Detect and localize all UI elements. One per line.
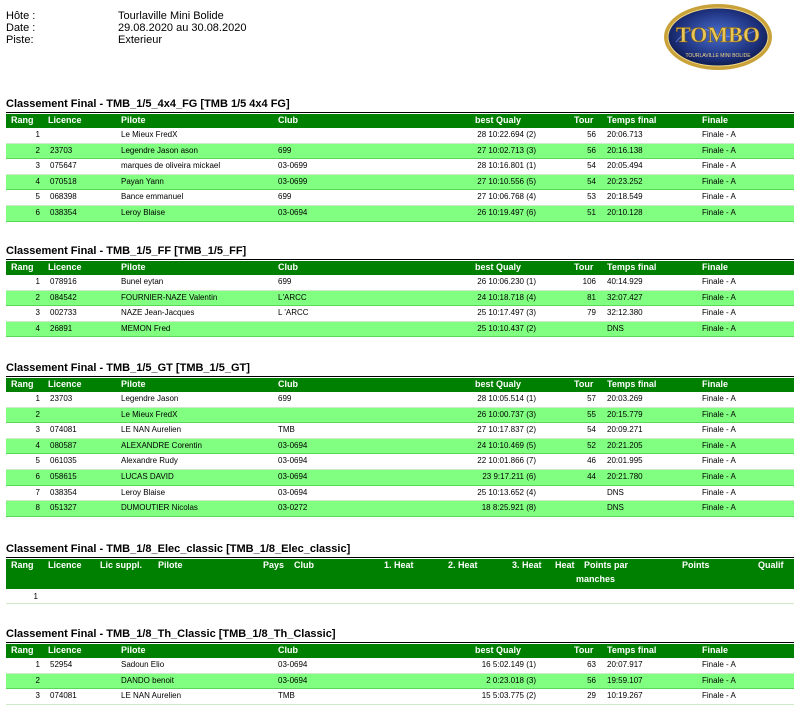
cell-licence: 23703 (50, 145, 73, 155)
section-title: Classement Final - TMB_1/5_4x4_FG [TMB 1/5 4x4 FG] (6, 98, 290, 110)
cell-qualy: 2 0:23.018 (3) (486, 675, 536, 685)
cell-tour: 46 (587, 456, 596, 466)
cell-rang: 5 (35, 456, 40, 466)
cell-finale: Finale - A (702, 487, 736, 497)
col-pilote: Pilote (121, 115, 146, 125)
cell-finale: Finale - A (702, 456, 736, 466)
col-pilote: Pilote (158, 560, 183, 570)
section-divider (6, 259, 794, 260)
cell-finale: Finale - A (702, 292, 736, 302)
col-rang: Rang (11, 645, 34, 655)
section-title: Classement Final - TMB_1/8_Th_Classic [TMB_1/8_Th_Classic] (6, 628, 336, 640)
cell-finale: Finale - A (702, 161, 736, 171)
cell-tour: 54 (587, 425, 596, 435)
table-row (6, 206, 794, 222)
col-club: Club (294, 560, 314, 570)
cell-qualy: 24 10:18.718 (4) (477, 292, 536, 302)
cell-qualy: 28 10:05.514 (1) (477, 394, 536, 403)
cell-club: 03-0694 (278, 487, 308, 497)
col-licence: Licence (48, 262, 82, 272)
cell-temps: DNS (607, 503, 624, 513)
cell-club: 03-0694 (278, 660, 308, 669)
cell-finale: Finale - A (702, 145, 736, 155)
cell-tour: 56 (587, 675, 596, 685)
table-row (6, 408, 794, 424)
cell-club: L 'ARCC (278, 308, 309, 318)
cell-pilote: ALEXANDRE Corentin (121, 440, 202, 450)
cell-qualy: 26 10:06.230 (1) (477, 277, 536, 286)
meta-values (118, 10, 246, 46)
cell-tour: 56 (587, 145, 596, 155)
cell-tour: 63 (587, 660, 596, 669)
cell-temps: 40:14.929 (607, 277, 643, 286)
svg-text:TOMBO: TOMBO (676, 22, 760, 47)
cell-finale: Finale - A (702, 503, 736, 513)
cell-pilote: Legendre Jason ason (121, 145, 198, 155)
cell-pilote: Bunel eytan (121, 277, 164, 286)
cell-temps: 19:59.107 (607, 675, 643, 685)
col-finale: Finale (702, 262, 729, 272)
cell-finale: Finale - A (702, 691, 736, 701)
cell-temps: 32:07.427 (607, 292, 643, 302)
cell-club: 03-0699 (278, 176, 308, 186)
cell-qualy: 18 8:25.921 (8) (481, 503, 536, 513)
svg-text:TOURLAVILLE MINI BOLIDE: TOURLAVILLE MINI BOLIDE (685, 53, 751, 59)
col-heat-1: 1. Heat (384, 560, 414, 570)
date-value: 29.08.2020 au 30.08.2020 (118, 22, 247, 34)
table-body (6, 275, 794, 337)
cell-qualy: 25 10:10.437 (2) (477, 323, 536, 333)
cell-pilote: Payan Yann (121, 176, 164, 186)
cell-rang: 4 (35, 176, 40, 186)
cell-finale: Finale - A (702, 207, 736, 217)
cell-tour: 54 (587, 161, 596, 171)
cell-rang: 8 (35, 503, 40, 513)
cell-pilote: Sadoun Elio (121, 660, 165, 669)
cell-tour: 56 (587, 130, 596, 139)
cell-rang: 1 (35, 394, 40, 403)
table-row (6, 689, 794, 705)
cell-rang: 4 (35, 440, 40, 450)
cell-qualy: 16 5:02.149 (1) (481, 660, 536, 669)
col-licence: Licence (48, 560, 82, 570)
cell-licence: 075647 (50, 161, 77, 171)
table-row (6, 144, 794, 160)
cell-licence: 038354 (50, 487, 77, 497)
cell-finale: Finale - A (702, 471, 736, 481)
cell-pilote: Alexandre Rudy (121, 456, 178, 466)
cell-finale: Finale - A (702, 675, 736, 685)
cell-club: 03-0694 (278, 456, 308, 466)
cell-pilote: Le Mieux FredX (121, 130, 178, 139)
col-club: Club (278, 115, 298, 125)
cell-temps: DNS (607, 487, 624, 497)
table-row (6, 486, 794, 502)
cell-finale: Finale - A (702, 425, 736, 435)
table-row (6, 322, 794, 338)
cell-club: 699 (278, 277, 292, 286)
track-label: Piste: (6, 34, 34, 46)
cell-tour: 52 (587, 440, 596, 450)
cell-finale: Finale - A (702, 394, 736, 403)
cell-temps: 20:03.269 (607, 394, 643, 403)
cell-temps: 20:05.494 (607, 161, 643, 171)
cell-temps: 10:19.267 (607, 691, 643, 701)
table-body (6, 392, 794, 517)
col-finale: Finale (702, 645, 729, 655)
col-heat-3: 3. Heat (512, 560, 542, 570)
table-body (6, 128, 794, 222)
table-header (6, 378, 794, 392)
cell-pilote: DUMOUTIER Nicolas (121, 503, 198, 513)
cell-licence: 051327 (50, 503, 77, 513)
cell-tour: 81 (587, 292, 596, 302)
cell-tour: 106 (582, 277, 596, 286)
col-temps: Temps final (607, 262, 657, 272)
host-label: Hôte : (6, 10, 36, 22)
table-row (6, 658, 794, 674)
col-finale: Finale (702, 379, 729, 389)
cell-rang: 2 (35, 409, 40, 419)
cell-qualy: 26 10:19.497 (6) (477, 207, 536, 217)
table-row (6, 674, 794, 690)
table-row (6, 392, 794, 408)
col-licence: Licence (48, 379, 82, 389)
cell-tour: 57 (587, 394, 596, 403)
section-divider (6, 557, 794, 558)
cell-club: 03-0694 (278, 440, 308, 450)
cell-finale: Finale - A (702, 192, 736, 202)
table-row (6, 501, 794, 517)
cell-licence: 038354 (50, 207, 77, 217)
cell-rang: 5 (35, 192, 40, 202)
col-points: Points (682, 560, 710, 570)
cell-club: 699 (278, 394, 292, 403)
section-title: Classement Final - TMB_1/5_GT [TMB_1/5_GT] (6, 362, 250, 374)
cell-rang: 3 (35, 161, 40, 171)
cell-tour: 29 (587, 691, 596, 701)
cell-qualy: 27 10:02.713 (3) (477, 145, 536, 155)
col-points-par: Points par (584, 560, 629, 570)
section-divider (6, 642, 794, 643)
cell-tour: 53 (587, 192, 596, 202)
cell-tour: 79 (587, 308, 596, 318)
cell-licence: 002733 (50, 308, 77, 318)
section-title: Classement Final - TMB_1/8_Elec_classic [TMB_1/8_Elec_classic] (6, 543, 351, 555)
col-tour: Tour (574, 645, 594, 655)
col-club: Club (278, 262, 298, 272)
cell-qualy: 22 10:01.866 (7) (477, 456, 536, 466)
cell-rang: 2 (35, 675, 40, 685)
table-row (6, 306, 794, 322)
col-tour: Tour (574, 262, 594, 272)
col-manches: manches (576, 574, 616, 584)
cell-licence: 26891 (50, 323, 73, 333)
cell-club: 03-0694 (278, 207, 308, 217)
cell-temps: 32:12.380 (607, 308, 643, 318)
cell-finale: Finale - A (702, 308, 736, 318)
col-qualy: best Qualy (475, 379, 522, 389)
cell-qualy: 23 9:17.211 (6) (482, 471, 536, 481)
cell-club: 699 (278, 145, 292, 155)
cell-rang: 6 (35, 471, 40, 481)
cell-licence: 23703 (50, 394, 73, 403)
cell-licence: 070518 (50, 176, 77, 186)
col-qualy: best Qualy (475, 115, 522, 125)
cell-temps: 20:23.252 (607, 176, 643, 186)
cell-tour: 44 (587, 471, 596, 481)
col-qualy: best Qualy (475, 645, 522, 655)
table-row (6, 275, 794, 291)
cell-pilote: marques de oliveira mickael (121, 161, 221, 171)
cell-club: 03-0272 (278, 503, 308, 513)
col-temps: Temps final (607, 379, 657, 389)
cell-rang: 4 (35, 323, 40, 333)
table-row (6, 454, 794, 470)
cell-club: TMB (278, 425, 295, 435)
cell-licence: 058615 (50, 471, 77, 481)
table-header (6, 644, 794, 658)
cell-licence: 074081 (50, 425, 77, 435)
date-label: Date : (6, 22, 36, 34)
cell-club: TMB (278, 691, 295, 701)
col-tour: Tour (574, 379, 594, 389)
col-tour: Tour (574, 115, 594, 125)
table-row (6, 128, 794, 144)
cell-rang: 7 (35, 487, 40, 497)
cell-qualy: 15 5:03.775 (2) (481, 691, 536, 701)
cell-pilote: Bance emmanuel (121, 192, 184, 202)
table-body (6, 658, 794, 705)
cell-club: 03-0699 (278, 161, 308, 171)
cell-tour: 51 (587, 207, 596, 217)
cell-club: L'ARCC (278, 292, 307, 302)
cell-pilote: LUCAS DAVID (121, 471, 174, 481)
cell-pilote: LE NAN Aurelien (121, 425, 182, 435)
table-row (6, 470, 794, 486)
col-licence: Licence (48, 645, 82, 655)
cell-pilote: Le Mieux FredX (121, 409, 178, 419)
cell-finale: Finale - A (702, 409, 736, 419)
cell-rang: 2 (35, 145, 40, 155)
cell-club: 699 (278, 192, 292, 202)
table-row (6, 439, 794, 455)
meta-labels (6, 10, 35, 46)
table-row (6, 291, 794, 307)
cell-rang: 3 (35, 425, 40, 435)
cell-rang: 3 (35, 308, 40, 318)
section-title: Classement Final - TMB_1/5_FF [TMB_1/5_FF] (6, 245, 247, 257)
track-value: Exterieur (118, 34, 163, 46)
cell-qualy: 26 10:00.737 (3) (477, 409, 536, 419)
cell-pilote: DANDO benoit (121, 675, 174, 685)
col-rang: Rang (11, 115, 34, 125)
section-divider (6, 376, 794, 377)
cell-qualy: 27 10:17.837 (2) (477, 425, 536, 435)
table-row (6, 590, 794, 604)
cell-qualy: 27 10:06.768 (4) (477, 192, 536, 202)
section-divider (6, 112, 794, 113)
cell-temps: 20:07.917 (607, 660, 643, 669)
col-heat-2: 2. Heat (448, 560, 478, 570)
cell-temps: 20:16.138 (607, 145, 643, 155)
col-pays: Pays (263, 560, 285, 570)
table-row (6, 423, 794, 439)
col-qualif: Qualif (758, 560, 784, 570)
col-finale: Finale (702, 115, 729, 125)
table-row (6, 190, 794, 206)
cell-qualy: 28 10:22.694 (2) (477, 130, 536, 139)
col-pilote: Pilote (121, 379, 146, 389)
cell-finale: Finale - A (702, 440, 736, 450)
col-temps: Temps final (607, 645, 657, 655)
cell-pilote: Leroy Blaise (121, 207, 166, 217)
col-club: Club (278, 645, 298, 655)
cell-pilote: Legendre Jason (121, 394, 179, 403)
cell-pilote: FOURNIER-NAZE Valentin (121, 292, 218, 302)
cell-temps: 20:21.205 (607, 440, 643, 450)
cell-licence: 074081 (50, 691, 77, 701)
cell-pilote: NAZE Jean-Jacques (121, 308, 195, 318)
table-body (6, 590, 794, 604)
cell-temps: 20:09.271 (607, 425, 643, 435)
cell-qualy: 25 10:13.652 (4) (477, 487, 536, 497)
cell-finale: Finale - A (702, 323, 736, 333)
cell-temps: 20:15.779 (607, 409, 643, 419)
cell-finale: Finale - A (702, 176, 736, 186)
table-header (6, 261, 794, 275)
cell-finale: Finale - A (702, 660, 736, 669)
cell-temps: 20:06.713 (607, 130, 643, 139)
col-licence: Licence (48, 115, 82, 125)
cell-temps: 20:01.995 (607, 456, 643, 466)
table-row (6, 175, 794, 191)
col-rang: Rang (11, 262, 34, 272)
cell-licence: 061035 (50, 456, 77, 466)
cell-licence: 080587 (50, 440, 77, 450)
col-heat: Heat (555, 560, 575, 570)
cell-tour: 54 (587, 176, 596, 186)
cell-rang: 1 (35, 277, 40, 286)
cell-finale: Finale - A (702, 130, 736, 139)
cell-pilote: Leroy Blaise (121, 487, 166, 497)
col-rang: Rang (11, 560, 34, 570)
col-qualy: best Qualy (475, 262, 522, 272)
cell-rang: 1 (35, 660, 40, 669)
cell-licence: 068398 (50, 192, 77, 202)
col-temps: Temps final (607, 115, 657, 125)
host-value: Tourlaville Mini Bolide (118, 10, 224, 22)
cell-club: 03-0694 (278, 675, 308, 685)
col-lic-suppl: Lic suppl. (100, 560, 143, 570)
col-rang: Rang (11, 379, 34, 389)
club-logo (662, 2, 774, 72)
cell-licence: 52954 (50, 660, 73, 669)
cell-pilote: LE NAN Aurelien (121, 691, 182, 701)
cell-licence: 078916 (50, 277, 77, 286)
cell-rang: 1 (33, 592, 38, 601)
cell-rang: 6 (35, 207, 40, 217)
cell-qualy: 25 10:17.497 (3) (477, 308, 536, 318)
table-header (6, 559, 794, 589)
cell-rang: 1 (35, 130, 40, 139)
cell-temps: DNS (607, 323, 624, 333)
cell-licence: 084542 (50, 292, 77, 302)
col-club: Club (278, 379, 298, 389)
table-row (6, 159, 794, 175)
cell-qualy: 24 10:10.469 (5) (477, 440, 536, 450)
cell-tour: 55 (587, 409, 596, 419)
cell-temps: 20:21.780 (607, 471, 643, 481)
col-pilote: Pilote (121, 262, 146, 272)
cell-rang: 2 (35, 292, 40, 302)
cell-club: 03-0694 (278, 471, 308, 481)
cell-temps: 20:18.549 (607, 192, 643, 202)
cell-qualy: 27 10:10.556 (5) (477, 176, 536, 186)
table-header (6, 114, 794, 128)
col-pilote: Pilote (121, 645, 146, 655)
cell-rang: 3 (35, 691, 40, 701)
cell-temps: 20:10.128 (607, 207, 643, 217)
cell-finale: Finale - A (702, 277, 736, 286)
cell-pilote: MEMON Fred (121, 323, 171, 333)
cell-qualy: 28 10:16.801 (1) (477, 161, 536, 171)
